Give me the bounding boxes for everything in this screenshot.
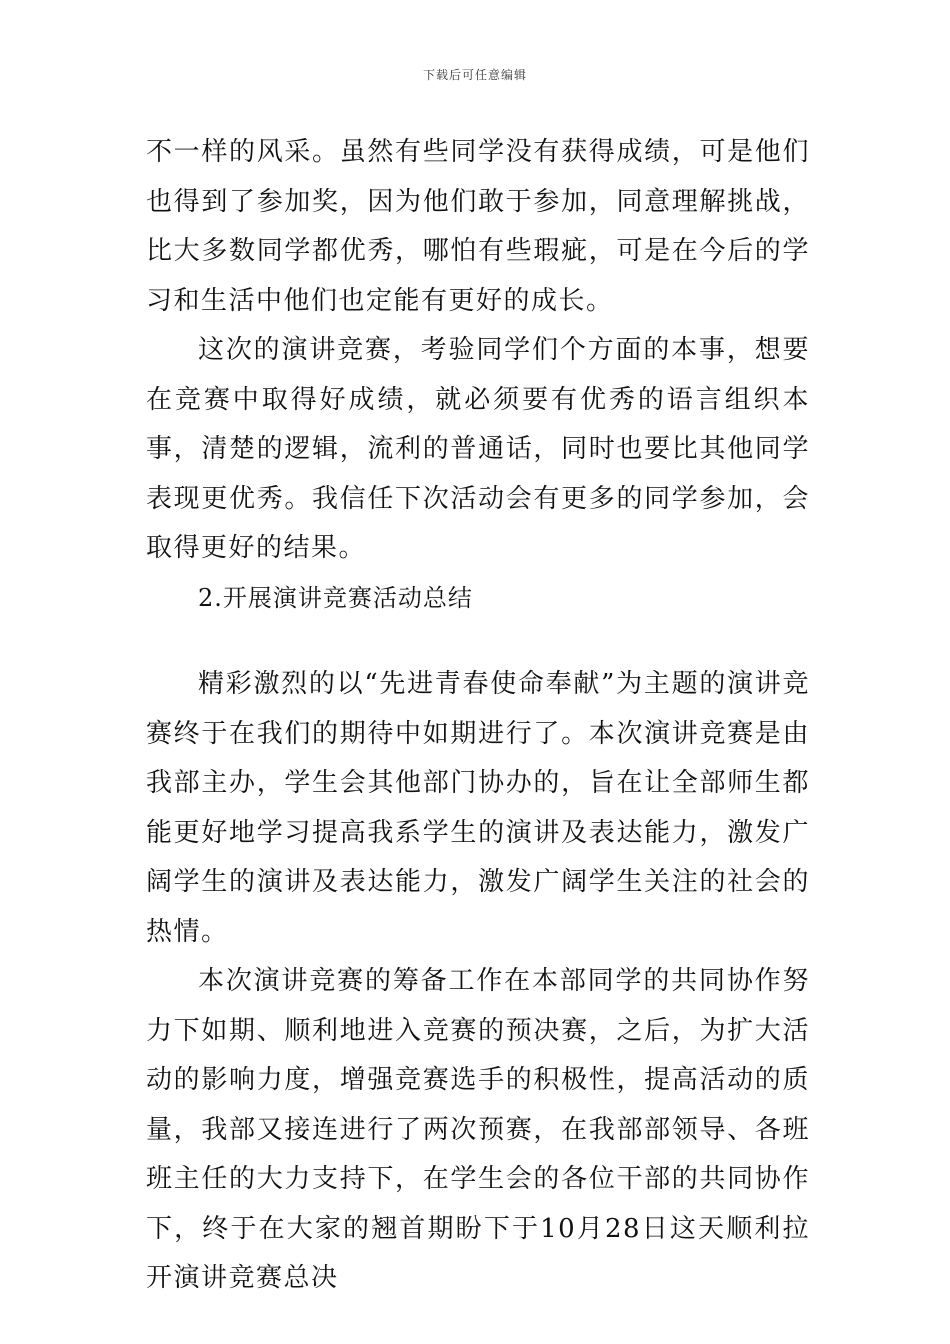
paragraph-2: 这次的演讲竞赛，考验同学们个方面的本事，想要在竞赛中取得好成绩，就必须要有优秀的语言组织本事，清楚的逻辑，流利的普通话，同时也要比其他同学表现更优秀。我信任下次活动会有更多的同学参加，会取得更好的结果。 bbox=[146, 335, 810, 563]
document-body bbox=[146, 128, 810, 1304]
section-heading: 2.开展演讲竞赛活动总结 bbox=[198, 583, 473, 612]
paragraph-4: 本次演讲竞赛的筹备工作在本部同学的共同协作努力下如期、顺利地进入竞赛的预决赛，之后，为扩大活动的影响力度，增强竞赛选手的积极性，提高活动的质量，我部又接连进行了两次预赛，在我部部领导、各班班主任的大力支持下，在学生会的各位干部的共同协作下，终于在大家的翘首期盼下于10月28日这天顺利拉开演讲竞赛总决 bbox=[146, 966, 810, 1293]
section-spacer bbox=[146, 623, 810, 660]
paragraph-1: 不一样的风采。虽然有些同学没有获得成绩，可是他们也得到了参加奖，因为他们敢于参加，同意理解挑战，比大多数同学都优秀，哪怕有些瑕疵，可是在今后的学习和生活中他们也定能有更好的成长。 bbox=[146, 137, 810, 316]
paragraph-3: 精彩激烈的以“先进青春使命奉献”为主题的演讲竞赛终于在我们的期待中如期进行了。本次演讲竞赛是由我部主办，学生会其他部门协办的，旨在让全部师生都能更好地学习提高我系学生的演讲及表达能力，激发广阔学生的演讲及表达能力，激发广阔学生关注的社会的热情。 bbox=[146, 669, 810, 947]
header-note: 下载后可任意编辑 bbox=[422, 68, 527, 82]
